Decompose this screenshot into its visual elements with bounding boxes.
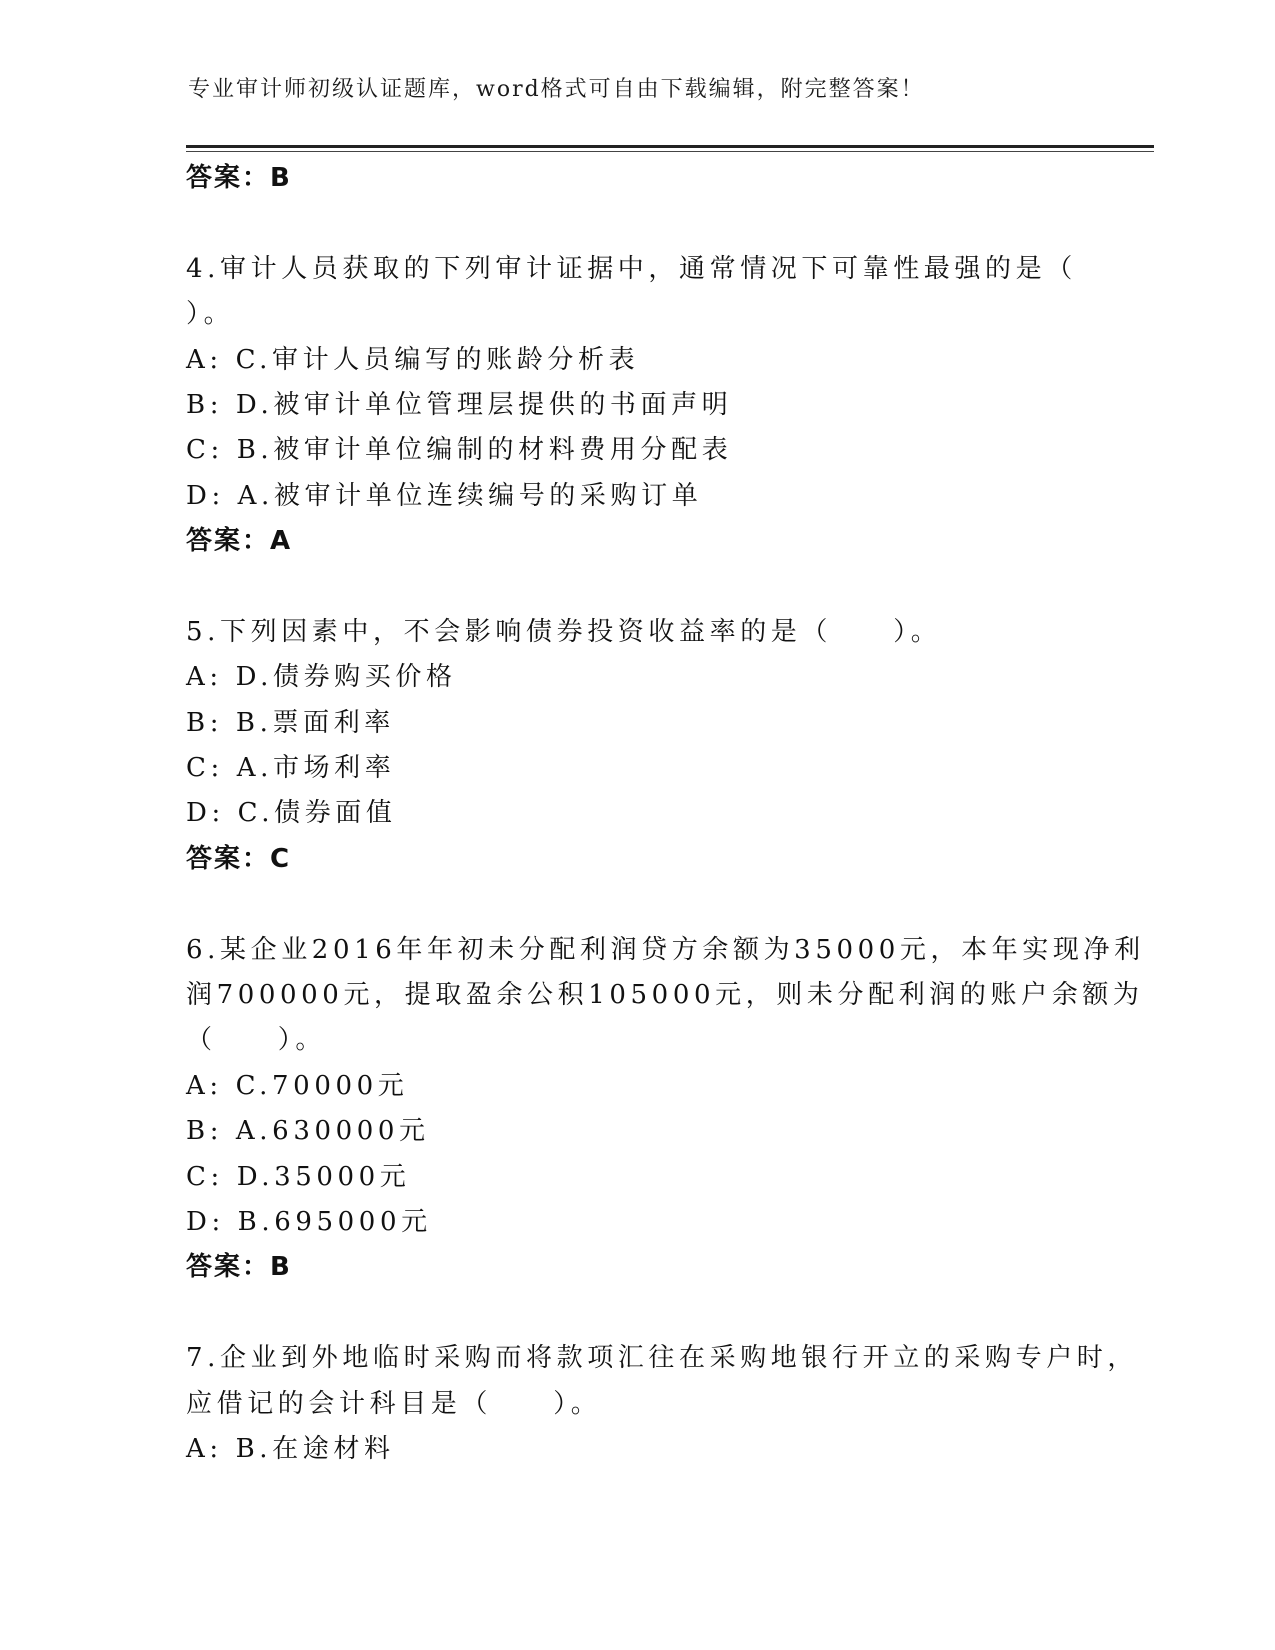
answer-line: 答案：B	[186, 1252, 292, 1283]
option-a: A: C.审计人员编写的账龄分析表	[186, 344, 640, 375]
header-divider-thin	[186, 151, 1154, 152]
option-c: C: D.35000元	[186, 1161, 411, 1192]
question-stem: 4.审计人员获取的下列审计证据中，通常情况下可靠性最强的是（	[186, 253, 1077, 284]
question-block	[186, 247, 1086, 565]
option-c: C: B.被审计单位编制的材料费用分配表	[186, 435, 733, 466]
option-b: B: B.票面利率	[186, 707, 395, 738]
question-stem: ）。	[186, 299, 235, 330]
option-a: A: C.70000元	[186, 1070, 409, 1101]
option-b: B: D.被审计单位管理层提供的书面声明	[186, 389, 733, 420]
question-block	[186, 1336, 1139, 1472]
question-stem: 润700000元，提取盈余公积105000元，则未分配利润的账户余额为	[186, 980, 1144, 1011]
option-c: C: A.市场利率	[186, 753, 396, 784]
option-b: B: A.630000元	[186, 1116, 430, 1147]
answer-line: 答案：B	[186, 163, 292, 193]
option-a: A: D.债券购买价格	[186, 662, 457, 693]
header-divider	[186, 145, 1154, 148]
option-d: D: C.债券面值	[186, 798, 397, 829]
answer-line: 答案：A	[186, 526, 293, 557]
answer-line: 答案：C	[186, 843, 292, 874]
question-stem: （ ）。	[186, 1025, 327, 1056]
question-block	[186, 928, 1145, 1291]
question-list	[186, 156, 1145, 1472]
question-stem: 7.企业到外地临时采购而将款项汇往在采购地银行开立的采购专户时，	[186, 1343, 1139, 1374]
question-stem: 5.下列因素中，不会影响债券投资收益率的是（ ）。	[186, 616, 942, 647]
option-d: D: A.被审计单位连续编号的采购订单	[186, 480, 703, 511]
question-block	[186, 610, 1086, 882]
page-header: 专业审计师初级认证题库，word格式可自由下载编辑，附完整答案！	[188, 77, 925, 102]
question-stem: 6.某企业2016年年初未分配利润贷方余额为35000元，本年实现净利	[186, 934, 1145, 965]
option-a: A: B.在途材料	[186, 1433, 395, 1464]
question-stem: 应借记的会计科目是（ ）。	[186, 1388, 602, 1419]
option-d: D: B.695000元	[186, 1206, 432, 1237]
